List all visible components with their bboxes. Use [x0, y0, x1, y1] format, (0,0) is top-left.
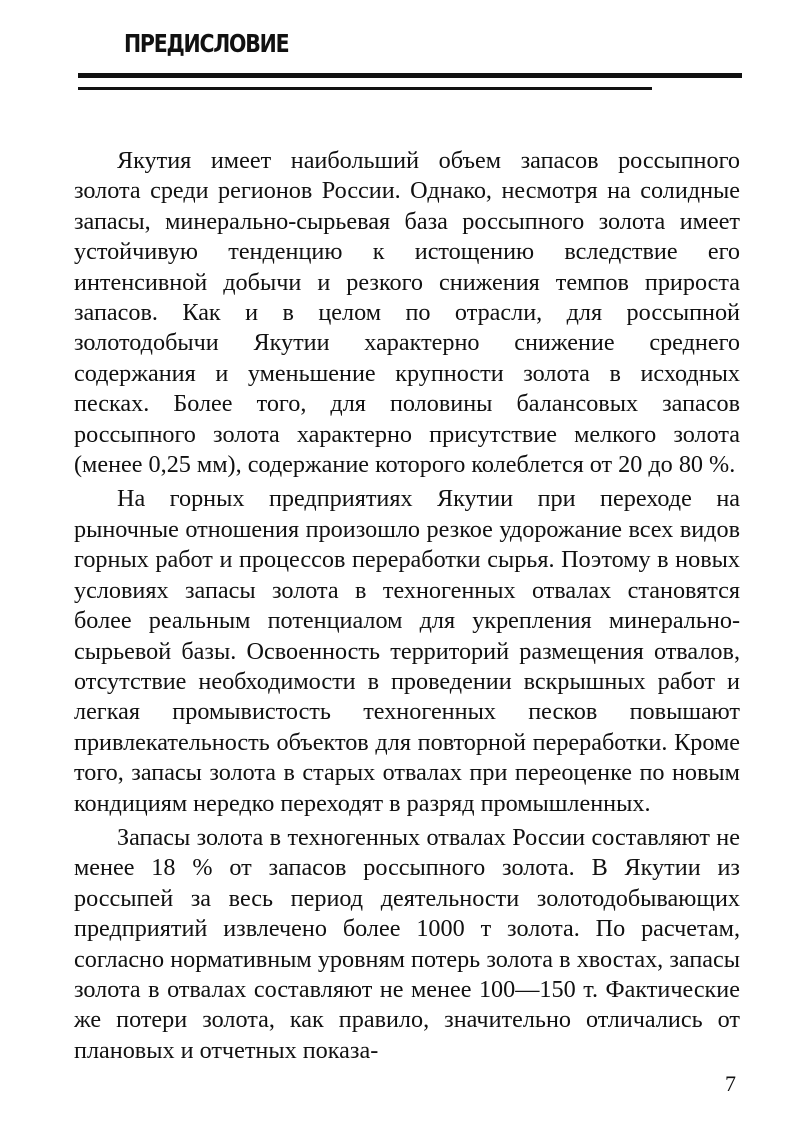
page-number: 7 [725, 1071, 736, 1096]
heading-rule-thick [78, 73, 742, 78]
heading-rule-thin [78, 87, 652, 90]
body-text [74, 146, 740, 1070]
paragraph-3: Запасы золота в техногенных отвалах России составляют не менее 18 % от запасов россыпного золота. В Якутии из россыпей за весь период деятельности золотодобывающих предприятий извлечено более 1000 т золота. По расчетам, согласно нормативным уровням потерь золота в хвостах, запасы золота в отвалах составляют не менее 100—150 т. Фактические же потери золота, как правило, значительно отличались от плановых и отчетных показа- [74, 823, 740, 1064]
paragraph-2: На горных предприятиях Якутии при переходе на рыночные отношения произошло резкое удорожание всех видов горных работ и процессов переработки сырья. Поэтому в новых условиях запасы золота в техногенных отвалах становятся более реальным потенциалом для укрепления минерально-сырьевой базы. Освоенность территорий размещения отвалов, отсутствие необходимости в проведении вскрышных работ и легкая промывистость техногенных песков повышают привлекательность объектов для повторной переработки. Кроме того, запасы золота в старых отвалах при переоценке по новым кондициям нередко переходят в разряд промышленных. [74, 485, 740, 817]
paragraph-1: Якутия имеет наибольший объем запасов россыпного золота среди регионов России. Однако, несмотря на солидные запасы, минерально-сырьевая база россыпного золота имеет устойчивую тенденцию к истощению вследствие его интенсивной добычи и резкого снижения темпов прироста запасов. Как и в целом по отрасли, для россыпной золотодобычи Якутии характерно снижение среднего содержания и уменьшение крупности золота в исходных песках. Более того, для половины балансовых запасов россыпного золота характерно присутствие мелкого золота (менее 0,25 мм), содержание которого колеблется от 20 до 80 %. [74, 147, 740, 479]
page-heading: ПРЕДИСЛОВИЕ [124, 29, 289, 58]
